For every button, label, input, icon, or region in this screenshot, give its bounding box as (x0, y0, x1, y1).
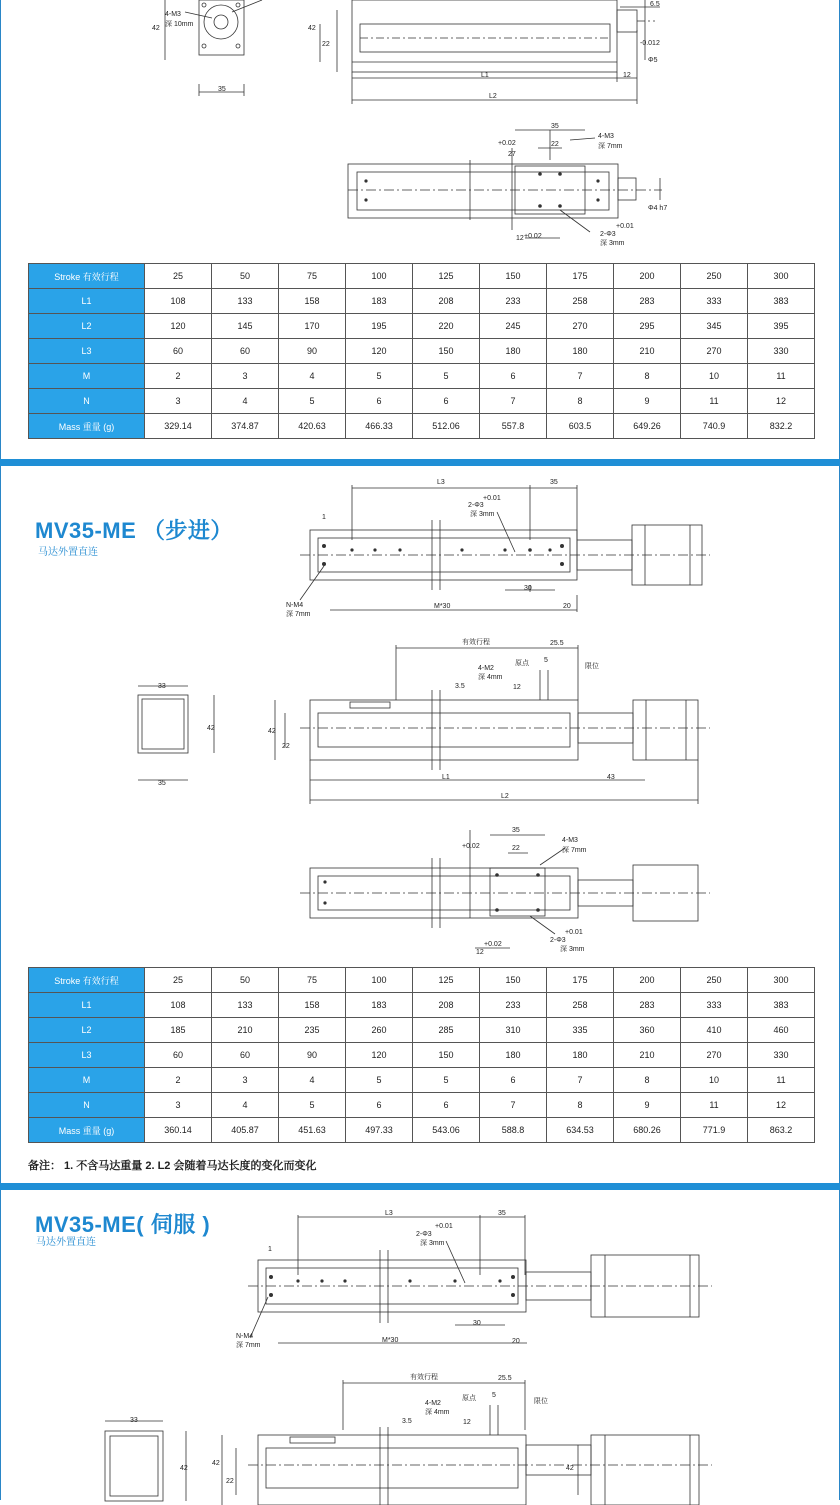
row-header: L1 (29, 993, 145, 1018)
row-header: Mass 重量 (g) (29, 414, 145, 439)
table-cell: 200 (614, 968, 681, 993)
table-cell: 185 (145, 1018, 212, 1043)
svg-text:深 7mm: 深 7mm (598, 143, 623, 150)
table-cell: 25 (145, 264, 212, 289)
table-cell: 50 (212, 968, 279, 993)
svg-text:L1: L1 (481, 72, 489, 79)
svg-text:33: 33 (158, 683, 166, 690)
svg-text:深 7mm: 深 7mm (236, 1342, 261, 1349)
table-cell: 330 (748, 339, 815, 364)
table-cell: 75 (279, 264, 346, 289)
row-header: N (29, 1093, 145, 1118)
table-cell: 2 (145, 1068, 212, 1093)
table-cell: 208 (413, 993, 480, 1018)
table-cell: 588.8 (480, 1118, 547, 1143)
table-cell: 512.06 (413, 414, 480, 439)
svg-text:42: 42 (308, 25, 316, 32)
table-cell: 6 (413, 389, 480, 414)
table-cell: 50 (212, 264, 279, 289)
table-cell: 329.14 (145, 414, 212, 439)
svg-text:M*30: M*30 (382, 1337, 399, 1344)
svg-text:4-M3: 4-M3 (598, 133, 614, 140)
table-cell: 11 (748, 364, 815, 389)
table-cell: 7 (547, 364, 614, 389)
table-cell: 180 (547, 339, 614, 364)
table-cell: 133 (212, 289, 279, 314)
table-cell: 3 (212, 1068, 279, 1093)
table-cell: 832.2 (748, 414, 815, 439)
svg-text:深 3mm: 深 3mm (560, 946, 585, 953)
svg-text:有效行程: 有效行程 (462, 639, 490, 646)
svg-text:+0.02: +0.02 (524, 233, 542, 240)
table-cell: 5 (413, 1068, 480, 1093)
table-cell: 60 (212, 1043, 279, 1068)
table-cell: 295 (614, 314, 681, 339)
table-cell: 7 (480, 389, 547, 414)
svg-text:深 3mm: 深 3mm (600, 240, 625, 247)
table-cell: 125 (413, 264, 480, 289)
svg-text:42: 42 (566, 1465, 574, 1472)
svg-text:5: 5 (544, 657, 548, 664)
svg-text:Φ5: Φ5 (648, 57, 658, 64)
table-cell: 150 (413, 1043, 480, 1068)
table-cell: 6 (480, 1068, 547, 1093)
row-header: Stroke 有效行程 (29, 264, 145, 289)
table-cell: 5 (413, 364, 480, 389)
svg-text:M*30: M*30 (434, 603, 451, 610)
svg-text:深 4mm: 深 4mm (425, 1409, 450, 1416)
table-cell: 283 (614, 289, 681, 314)
table-row (29, 264, 815, 289)
svg-text:42: 42 (180, 1465, 188, 1472)
svg-text:L3: L3 (385, 1210, 393, 1217)
table-cell: 4 (212, 1093, 279, 1118)
table-cell: 90 (279, 339, 346, 364)
table-cell: 195 (346, 314, 413, 339)
svg-text:+0.02: +0.02 (498, 140, 516, 147)
svg-text:42: 42 (268, 728, 276, 735)
table-cell: 4 (212, 389, 279, 414)
svg-text:+0.01: +0.01 (616, 223, 634, 230)
table-cell: 270 (681, 1043, 748, 1068)
spec-table-2 (28, 967, 815, 1143)
svg-text:L2: L2 (501, 793, 509, 800)
table-cell: 258 (547, 289, 614, 314)
table-row (29, 1043, 815, 1068)
table-cell: 183 (346, 993, 413, 1018)
table-cell: 233 (480, 289, 547, 314)
table-cell: 634.53 (547, 1118, 614, 1143)
svg-text:限位: 限位 (585, 663, 599, 670)
section-subtitle-servo: 马达外置直连 (36, 1237, 96, 1248)
table-cell: 460 (748, 1018, 815, 1043)
row-header: L1 (29, 289, 145, 314)
svg-text:+0.01: +0.01 (435, 1223, 453, 1230)
svg-text:12: 12 (516, 235, 524, 242)
svg-text:25.5: 25.5 (550, 640, 564, 647)
table-cell: 108 (145, 993, 212, 1018)
table-row (29, 968, 815, 993)
table-cell: 405.87 (212, 1118, 279, 1143)
svg-text:22: 22 (512, 845, 520, 852)
table-cell: 5 (279, 389, 346, 414)
svg-text:12: 12 (476, 949, 484, 956)
svg-text:22: 22 (226, 1478, 234, 1485)
svg-text:3.5: 3.5 (402, 1418, 412, 1425)
table-cell: 6 (346, 389, 413, 414)
svg-text:有效行程: 有效行程 (410, 1374, 438, 1381)
table-row (29, 993, 815, 1018)
table-cell: 200 (614, 264, 681, 289)
table-cell: 11 (748, 1068, 815, 1093)
table-cell: 360 (614, 1018, 681, 1043)
svg-text:+0.02: +0.02 (462, 843, 480, 850)
table-cell: 10 (681, 1068, 748, 1093)
svg-text:L3: L3 (437, 479, 445, 486)
table-row (29, 1018, 815, 1043)
svg-text:42: 42 (212, 1460, 220, 1467)
section1-drawing (0, 0, 840, 260)
svg-text:N-M4: N-M4 (286, 602, 304, 609)
table-cell: 125 (413, 968, 480, 993)
section-title-stepper: MV35-ME （步进） (35, 518, 233, 543)
svg-text:22: 22 (551, 141, 559, 148)
table-cell: 8 (614, 364, 681, 389)
row-header: L3 (29, 339, 145, 364)
table-row (29, 1093, 815, 1118)
svg-text:27: 27 (508, 151, 516, 158)
svg-text:-0.012: -0.012 (640, 40, 660, 47)
row-header: M (29, 1068, 145, 1093)
svg-text:2-Φ3: 2-Φ3 (550, 937, 566, 944)
svg-text:原点: 原点 (515, 660, 529, 667)
table-cell: 5 (346, 1068, 413, 1093)
table-cell: 6 (413, 1093, 480, 1118)
table-cell: 451.63 (279, 1118, 346, 1143)
svg-text:Φ4 h7: Φ4 h7 (648, 205, 668, 212)
table-row (29, 314, 815, 339)
table-cell: 250 (681, 968, 748, 993)
svg-text:33: 33 (130, 1417, 138, 1424)
svg-text:12: 12 (463, 1419, 471, 1426)
table-cell: 3 (145, 389, 212, 414)
svg-text:12: 12 (623, 72, 631, 79)
svg-text:深 7mm: 深 7mm (562, 847, 587, 854)
table-cell: 5 (279, 1093, 346, 1118)
table-cell: 333 (681, 993, 748, 1018)
svg-text:深 3mm: 深 3mm (470, 511, 495, 518)
table-cell: 6 (346, 1093, 413, 1118)
section2-drawing (0, 470, 840, 970)
table-cell: 60 (212, 339, 279, 364)
table-cell: 210 (614, 339, 681, 364)
table-cell: 25 (145, 968, 212, 993)
table-cell: 175 (547, 968, 614, 993)
section-divider (0, 459, 840, 466)
table-cell: 170 (279, 314, 346, 339)
table-cell: 420.63 (279, 414, 346, 439)
table-cell: 60 (145, 1043, 212, 1068)
table-cell: 9 (614, 1093, 681, 1118)
table-cell: 11 (681, 389, 748, 414)
svg-text:L2: L2 (489, 93, 497, 100)
table-cell: 466.33 (346, 414, 413, 439)
table-cell: 740.9 (681, 414, 748, 439)
table-cell: 283 (614, 993, 681, 1018)
table-cell: 120 (346, 339, 413, 364)
svg-text:+0.02: +0.02 (484, 941, 502, 948)
row-header: L2 (29, 1018, 145, 1043)
table-cell: 543.06 (413, 1118, 480, 1143)
table-cell: 150 (480, 968, 547, 993)
table-cell: 158 (279, 993, 346, 1018)
table-cell: 9 (614, 389, 681, 414)
svg-text:35: 35 (551, 123, 559, 130)
svg-text:30: 30 (524, 585, 532, 592)
table-cell: 208 (413, 289, 480, 314)
table-cell: 5 (346, 364, 413, 389)
table-cell: 300 (748, 264, 815, 289)
svg-text:35: 35 (498, 1210, 506, 1217)
table-cell: 180 (480, 1043, 547, 1068)
svg-text:3.5: 3.5 (455, 683, 465, 690)
row-header: L2 (29, 314, 145, 339)
svg-text:42: 42 (152, 25, 160, 32)
table-cell: 100 (346, 264, 413, 289)
svg-text:深 4mm: 深 4mm (478, 674, 503, 681)
row-header: Mass 重量 (g) (29, 1118, 145, 1143)
table-cell: 180 (547, 1043, 614, 1068)
table-cell: 270 (681, 339, 748, 364)
table-row (29, 364, 815, 389)
table-cell: 603.5 (547, 414, 614, 439)
table-row (29, 339, 815, 364)
svg-text:4-M3: 4-M3 (165, 11, 181, 18)
table-cell: 395 (748, 314, 815, 339)
svg-text:35: 35 (550, 479, 558, 486)
table-cell: 3 (145, 1093, 212, 1118)
table-row (29, 389, 815, 414)
table-cell: 680.26 (614, 1118, 681, 1143)
table-cell: 345 (681, 314, 748, 339)
table-cell: 100 (346, 968, 413, 993)
svg-text:5: 5 (492, 1392, 496, 1399)
table-cell: 374.87 (212, 414, 279, 439)
footnote: 备注： 1. 不含马达重量 2. L2 会随着马达长度的变化而变化 (28, 1160, 317, 1172)
svg-text:20: 20 (563, 603, 571, 610)
svg-text:原点: 原点 (462, 1395, 476, 1402)
table-cell: 233 (480, 993, 547, 1018)
table-cell: 7 (547, 1068, 614, 1093)
svg-text:20: 20 (512, 1338, 520, 1345)
section-divider-2 (0, 1183, 840, 1190)
table-cell: 7 (480, 1093, 547, 1118)
svg-text:35: 35 (512, 827, 520, 834)
svg-text:42: 42 (207, 725, 215, 732)
table-cell: 245 (480, 314, 547, 339)
table-cell: 333 (681, 289, 748, 314)
table-row (29, 289, 815, 314)
table-cell: 771.9 (681, 1118, 748, 1143)
table-cell: 8 (547, 389, 614, 414)
svg-text:1: 1 (268, 1246, 272, 1253)
table-cell: 863.2 (748, 1118, 815, 1143)
svg-text:深 3mm: 深 3mm (420, 1240, 445, 1247)
svg-text:2-Φ3: 2-Φ3 (600, 231, 616, 238)
table-cell: 220 (413, 314, 480, 339)
table-cell: 2 (145, 364, 212, 389)
table-cell: 120 (145, 314, 212, 339)
table-cell: 410 (681, 1018, 748, 1043)
section-subtitle-stepper: 马达外置直连 (38, 547, 98, 558)
table-cell: 300 (748, 968, 815, 993)
svg-text:2-Φ3: 2-Φ3 (468, 502, 484, 509)
svg-text:12: 12 (513, 684, 521, 691)
table-cell: 270 (547, 314, 614, 339)
table-cell: 235 (279, 1018, 346, 1043)
table-cell: 360.14 (145, 1118, 212, 1143)
table-cell: 75 (279, 968, 346, 993)
table-cell: 649.26 (614, 414, 681, 439)
row-header: Stroke 有效行程 (29, 968, 145, 993)
table-cell: 8 (614, 1068, 681, 1093)
row-header: L3 (29, 1043, 145, 1068)
svg-text:22: 22 (282, 743, 290, 750)
svg-text:1: 1 (322, 514, 326, 521)
table-cell: 6 (480, 364, 547, 389)
table-cell: 8 (547, 1093, 614, 1118)
svg-text:深 7mm: 深 7mm (286, 611, 311, 618)
svg-text:深 10mm: 深 10mm (165, 21, 194, 28)
row-header: M (29, 364, 145, 389)
table-cell: 497.33 (346, 1118, 413, 1143)
svg-text:22: 22 (322, 41, 330, 48)
table-cell: 145 (212, 314, 279, 339)
table-cell: 557.8 (480, 414, 547, 439)
spec-table-1 (28, 263, 815, 439)
svg-text:L1: L1 (442, 774, 450, 781)
row-header: N (29, 389, 145, 414)
svg-text:4-M3: 4-M3 (562, 837, 578, 844)
table-cell: 258 (547, 993, 614, 1018)
table-row (29, 1068, 815, 1093)
table-cell: 210 (212, 1018, 279, 1043)
svg-text:35: 35 (218, 86, 226, 93)
svg-text:35: 35 (158, 780, 166, 787)
svg-text:25.5: 25.5 (498, 1375, 512, 1382)
table-cell: 383 (748, 993, 815, 1018)
svg-text:2-Φ3: 2-Φ3 (416, 1231, 432, 1238)
svg-text:4-M2: 4-M2 (478, 665, 494, 672)
table-cell: 90 (279, 1043, 346, 1068)
svg-text:43: 43 (607, 774, 615, 781)
svg-text:+0.01: +0.01 (565, 929, 583, 936)
table-cell: 335 (547, 1018, 614, 1043)
table-cell: 250 (681, 264, 748, 289)
table-cell: 133 (212, 993, 279, 1018)
table-cell: 3 (212, 364, 279, 389)
section-title-servo: MV35-ME( 伺服 ) (35, 1212, 211, 1237)
svg-text:4-M2: 4-M2 (425, 1400, 441, 1407)
svg-text:+0.01: +0.01 (483, 495, 501, 502)
table-cell: 108 (145, 289, 212, 314)
table-cell: 12 (748, 1093, 815, 1118)
svg-text:30: 30 (473, 1320, 481, 1327)
table-cell: 120 (346, 1043, 413, 1068)
svg-text:6.5: 6.5 (650, 1, 660, 8)
table-cell: 285 (413, 1018, 480, 1043)
table-cell: 150 (413, 339, 480, 364)
table-row (29, 414, 815, 439)
table-cell: 175 (547, 264, 614, 289)
table-cell: 310 (480, 1018, 547, 1043)
svg-text:限位: 限位 (534, 1398, 548, 1405)
table-cell: 150 (480, 264, 547, 289)
table-cell: 183 (346, 289, 413, 314)
table-cell: 210 (614, 1043, 681, 1068)
table-cell: 260 (346, 1018, 413, 1043)
table-cell: 4 (279, 364, 346, 389)
table-cell: 12 (748, 389, 815, 414)
table-cell: 180 (480, 339, 547, 364)
table-cell: 158 (279, 289, 346, 314)
section3-drawing (0, 1195, 840, 1505)
table-cell: 383 (748, 289, 815, 314)
table-cell: 60 (145, 339, 212, 364)
table-cell: 4 (279, 1068, 346, 1093)
table-cell: 11 (681, 1093, 748, 1118)
table-row (29, 1118, 815, 1143)
table-cell: 10 (681, 364, 748, 389)
svg-text:N-M4: N-M4 (236, 1333, 254, 1340)
table-cell: 330 (748, 1043, 815, 1068)
